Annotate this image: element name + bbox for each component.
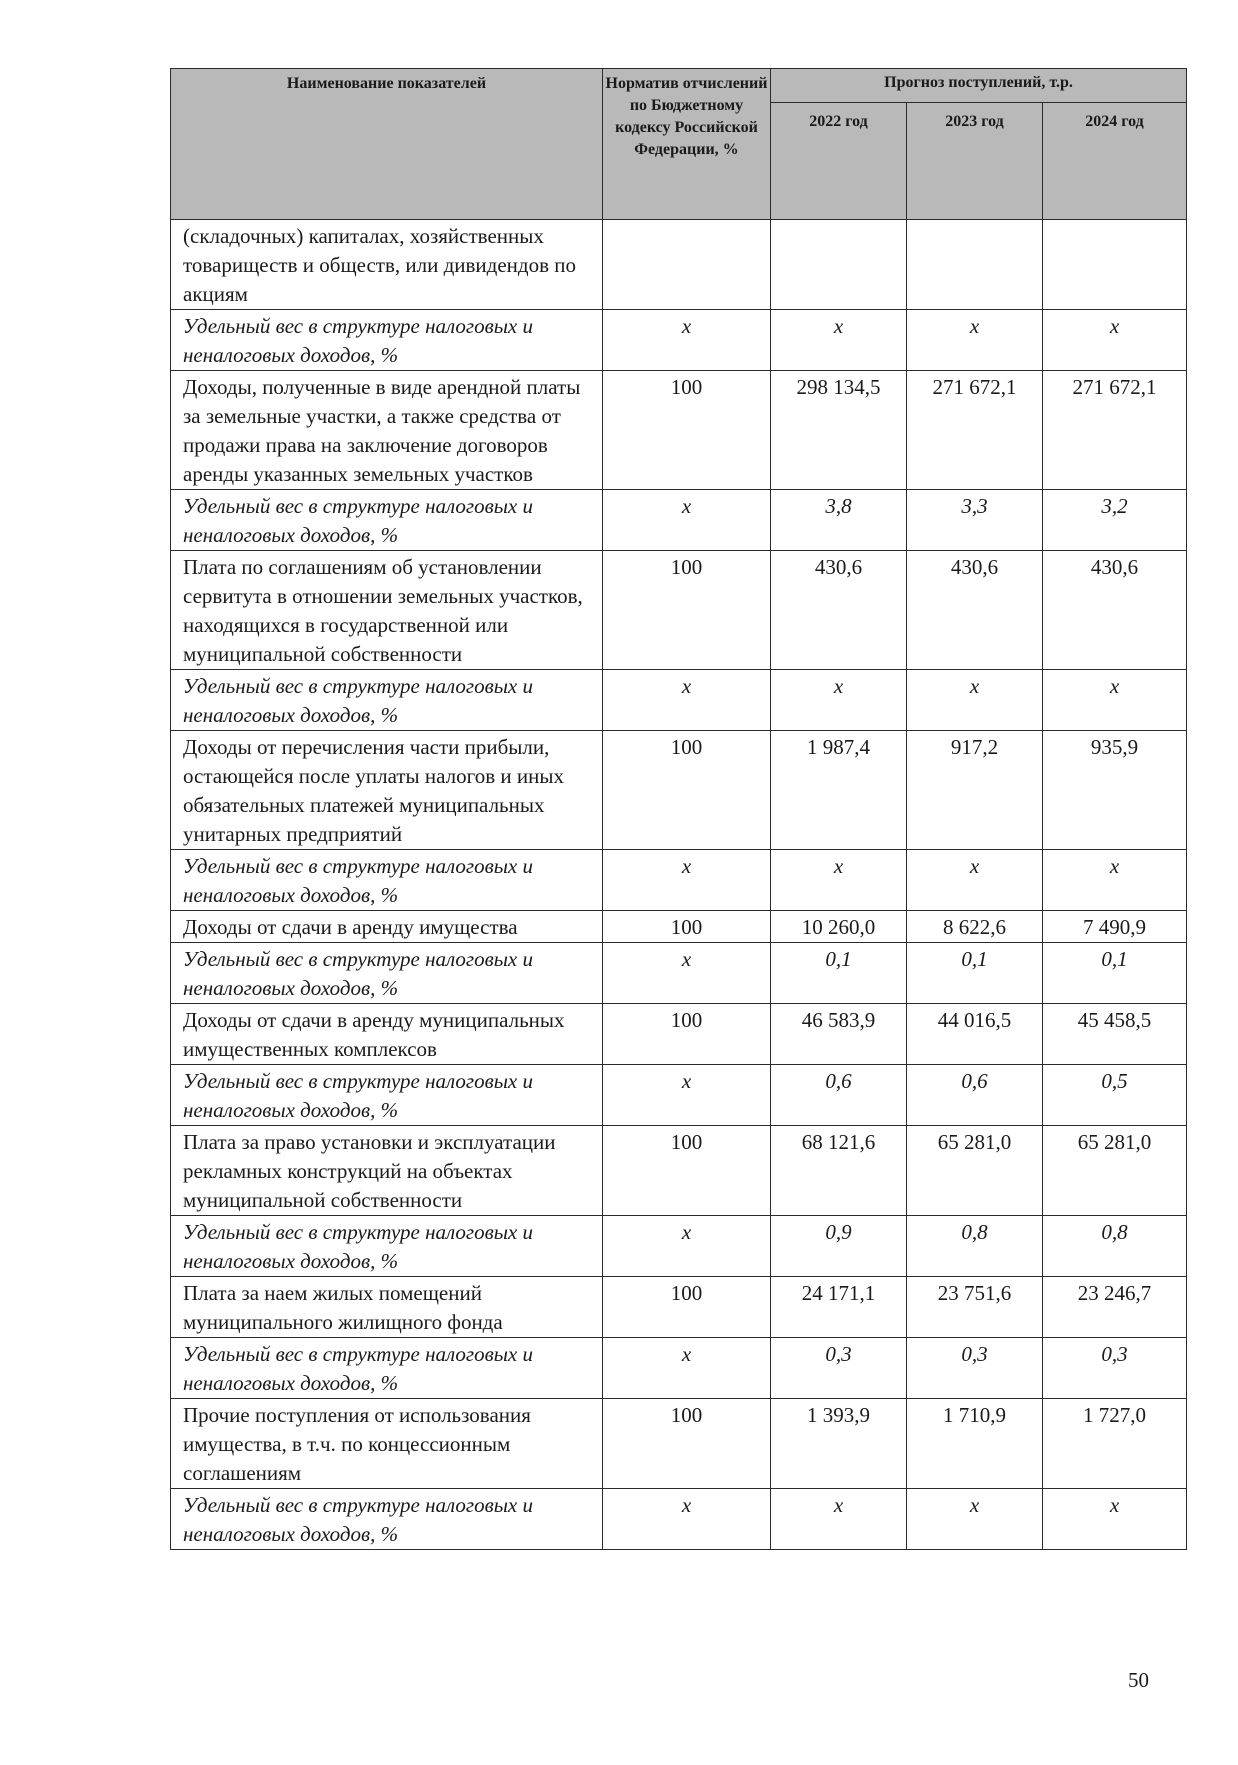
table-row <box>171 1004 1187 1065</box>
row-norm: 100 <box>603 1004 771 1065</box>
row-name: Удельный вес в структуре налоговых и неналоговых доходов, % <box>171 310 603 371</box>
row-name: Плата за наем жилых помещений муниципального жилищного фонда <box>171 1277 603 1338</box>
row-name: Удельный вес в структуре налоговых и неналоговых доходов, % <box>171 1216 603 1277</box>
row-name: Прочие поступления от использования имущества, в т.ч. по концессионным соглашениям <box>171 1399 603 1489</box>
table-row <box>171 1216 1187 1277</box>
row-norm: 100 <box>603 1277 771 1338</box>
row-value-2022: 3,8 <box>771 490 907 551</box>
table-row <box>171 911 1187 943</box>
table-row <box>171 1126 1187 1216</box>
row-norm: 100 <box>603 911 771 943</box>
row-norm: x <box>603 1216 771 1277</box>
row-name: Удельный вес в структуре налоговых и неналоговых доходов, % <box>171 490 603 551</box>
row-value-2024: 65 281,0 <box>1043 1126 1187 1216</box>
table-row <box>171 850 1187 911</box>
row-value-2024: 0,8 <box>1043 1216 1187 1277</box>
row-value-2023: x <box>907 670 1043 731</box>
row-value-2023: 3,3 <box>907 490 1043 551</box>
row-value-2022: 430,6 <box>771 551 907 670</box>
row-norm: x <box>603 670 771 731</box>
row-value-2022 <box>771 220 907 310</box>
row-name: Удельный вес в структуре налоговых и неналоговых доходов, % <box>171 670 603 731</box>
revenue-forecast-table <box>170 68 1187 1550</box>
row-value-2022: 10 260,0 <box>771 911 907 943</box>
row-value-2022: 24 171,1 <box>771 1277 907 1338</box>
header-year-2023: 2023 год <box>907 103 1043 220</box>
row-value-2024: 23 246,7 <box>1043 1277 1187 1338</box>
row-value-2024: 0,1 <box>1043 943 1187 1004</box>
row-name: Доходы, полученные в виде арендной платы за земельные участки, а также средства от продажи права на заключение договоров аренды указанных земельных участков <box>171 371 603 490</box>
row-value-2023: 65 281,0 <box>907 1126 1043 1216</box>
row-value-2023: 430,6 <box>907 551 1043 670</box>
row-value-2023: 0,3 <box>907 1338 1043 1399</box>
row-value-2023 <box>907 220 1043 310</box>
table-row <box>171 1277 1187 1338</box>
row-value-2023: x <box>907 850 1043 911</box>
row-value-2022: 298 134,5 <box>771 371 907 490</box>
row-name: Плата по соглашениям об установлении сервитута в отношении земельных участков, находящихся в государственной или муниципальной собственности <box>171 551 603 670</box>
table-row <box>171 1338 1187 1399</box>
row-norm: 100 <box>603 1126 771 1216</box>
header-forecast: Прогноз поступлений, т.р. <box>771 69 1187 103</box>
row-value-2022: x <box>771 1489 907 1550</box>
page-number: 50 <box>1128 1668 1149 1692</box>
table-row <box>171 551 1187 670</box>
row-value-2023: 23 751,6 <box>907 1277 1043 1338</box>
row-name: Доходы от сдачи в аренду имущества <box>171 911 603 943</box>
row-value-2023: 0,6 <box>907 1065 1043 1126</box>
row-value-2024: 430,6 <box>1043 551 1187 670</box>
row-value-2024: 7 490,9 <box>1043 911 1187 943</box>
row-value-2023: 271 672,1 <box>907 371 1043 490</box>
row-value-2024: x <box>1043 1489 1187 1550</box>
row-norm: x <box>603 943 771 1004</box>
header-norm: Норматив отчислений по Бюджетному кодексу Российской Федерации, % <box>603 69 771 220</box>
row-value-2024: 45 458,5 <box>1043 1004 1187 1065</box>
row-name: Удельный вес в структуре налоговых и неналоговых доходов, % <box>171 1065 603 1126</box>
row-value-2024 <box>1043 220 1187 310</box>
row-norm: 100 <box>603 551 771 670</box>
row-norm: x <box>603 490 771 551</box>
row-value-2024: x <box>1043 310 1187 371</box>
row-value-2022: 68 121,6 <box>771 1126 907 1216</box>
row-name: (складочных) капиталах, хозяйственных товариществ и обществ, или дивидендов по акциям <box>171 220 603 310</box>
row-value-2023: x <box>907 1489 1043 1550</box>
row-value-2023: 44 016,5 <box>907 1004 1043 1065</box>
row-value-2022: 46 583,9 <box>771 1004 907 1065</box>
row-norm: x <box>603 850 771 911</box>
header-year-2022: 2022 год <box>771 103 907 220</box>
table-row <box>171 220 1187 310</box>
row-value-2022: 1 987,4 <box>771 731 907 850</box>
row-name: Доходы от сдачи в аренду муниципальных имущественных комплексов <box>171 1004 603 1065</box>
table-row <box>171 731 1187 850</box>
row-value-2024: 3,2 <box>1043 490 1187 551</box>
header-name: Наименование показателей <box>171 69 603 220</box>
row-name: Доходы от перечисления части прибыли, остающейся после уплаты налогов и иных обязательных платежей муниципальных унитарных предприятий <box>171 731 603 850</box>
row-value-2022: x <box>771 850 907 911</box>
row-value-2023: 0,1 <box>907 943 1043 1004</box>
row-value-2022: 1 393,9 <box>771 1399 907 1489</box>
table-row <box>171 490 1187 551</box>
row-value-2022: 0,6 <box>771 1065 907 1126</box>
row-name: Удельный вес в структуре налоговых и неналоговых доходов, % <box>171 1338 603 1399</box>
row-name: Удельный вес в структуре налоговых и неналоговых доходов, % <box>171 850 603 911</box>
row-value-2024: x <box>1043 850 1187 911</box>
table-row <box>171 943 1187 1004</box>
row-value-2024: 0,3 <box>1043 1338 1187 1399</box>
row-value-2023: 8 622,6 <box>907 911 1043 943</box>
header-year-2024: 2024 год <box>1043 103 1187 220</box>
row-value-2022: x <box>771 310 907 371</box>
row-norm: 100 <box>603 1399 771 1489</box>
row-norm: x <box>603 1489 771 1550</box>
row-norm: 100 <box>603 371 771 490</box>
row-name: Плата за право установки и эксплуатации рекламных конструкций на объектах муниципальной собственности <box>171 1126 603 1216</box>
table-row <box>171 1399 1187 1489</box>
row-norm: 100 <box>603 731 771 850</box>
row-value-2022: 0,1 <box>771 943 907 1004</box>
row-norm <box>603 220 771 310</box>
document-page <box>170 68 1186 1550</box>
row-value-2024: 935,9 <box>1043 731 1187 850</box>
row-value-2022: 0,3 <box>771 1338 907 1399</box>
row-value-2024: x <box>1043 670 1187 731</box>
table-row <box>171 310 1187 371</box>
row-value-2022: 0,9 <box>771 1216 907 1277</box>
row-value-2023: 1 710,9 <box>907 1399 1043 1489</box>
table-row <box>171 670 1187 731</box>
row-value-2023: x <box>907 310 1043 371</box>
table-row <box>171 1489 1187 1550</box>
row-value-2024: 0,5 <box>1043 1065 1187 1126</box>
row-value-2024: 1 727,0 <box>1043 1399 1187 1489</box>
row-name: Удельный вес в структуре налоговых и неналоговых доходов, % <box>171 943 603 1004</box>
row-value-2022: x <box>771 670 907 731</box>
table-row <box>171 1065 1187 1126</box>
row-norm: x <box>603 1065 771 1126</box>
row-value-2023: 917,2 <box>907 731 1043 850</box>
row-norm: x <box>603 310 771 371</box>
row-norm: x <box>603 1338 771 1399</box>
row-value-2024: 271 672,1 <box>1043 371 1187 490</box>
table-row <box>171 371 1187 490</box>
row-value-2023: 0,8 <box>907 1216 1043 1277</box>
row-name: Удельный вес в структуре налоговых и неналоговых доходов, % <box>171 1489 603 1550</box>
